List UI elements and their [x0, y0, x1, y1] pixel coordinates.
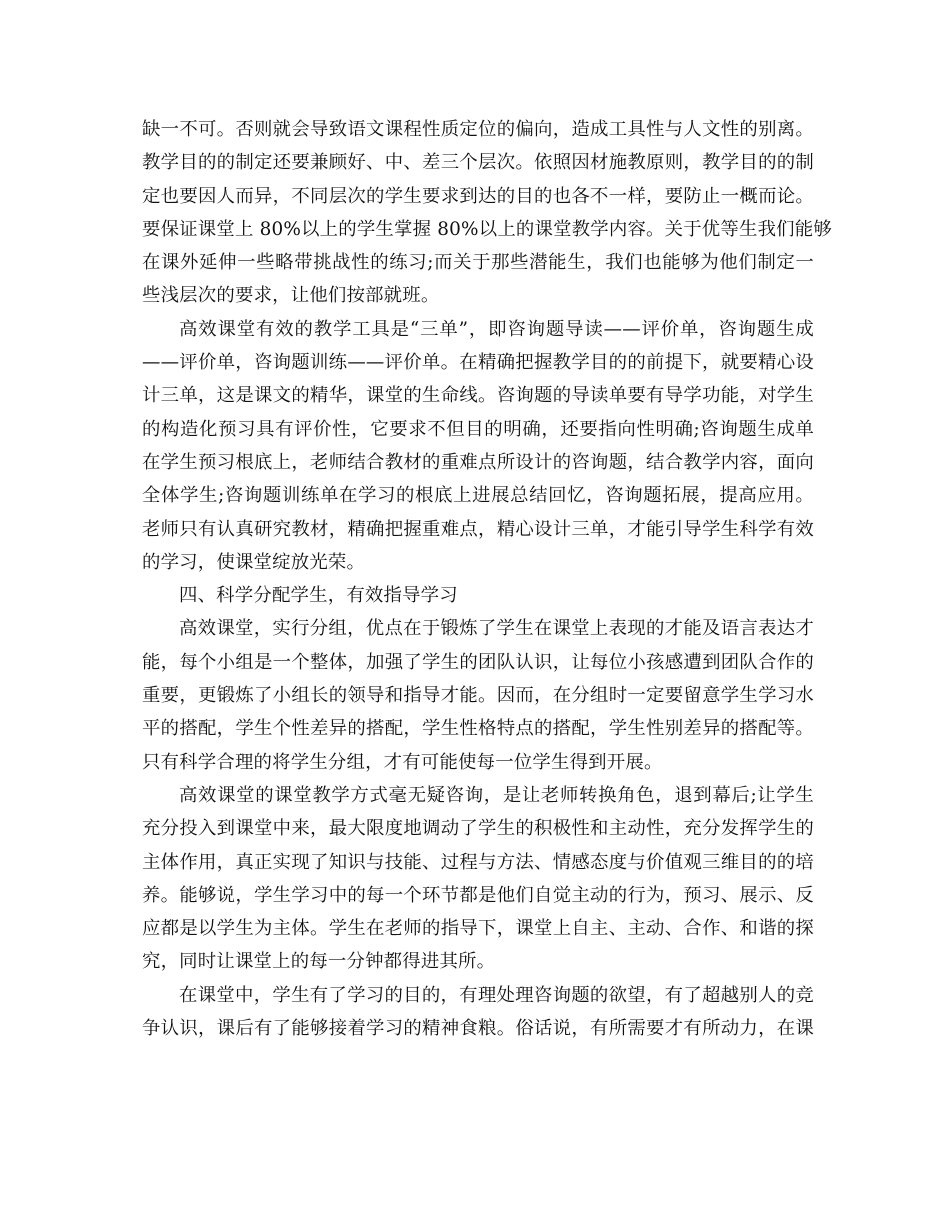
paragraph-first-line: 高效课堂，实行分组，优点在于锻炼了学生在课堂上表现的才能及语言表达才 [179, 618, 814, 640]
text-line: 平的搭配，学生个性差异的搭配，学生性格特点的搭配，学生性别差异的搭配等。 [142, 718, 814, 740]
text-line: 充分投入到课堂中来，最大限度地调动了学生的积极性和主动性，充分发挥学生的 [142, 818, 814, 840]
text-line: 养。能够说，学生学习中的每一个环节都是他们自觉主动的行为，预习、展示、反 [142, 884, 814, 906]
text-line: 的学习，使课堂绽放光荣。 [142, 551, 366, 573]
text-line: 教学目的的制定还要兼顾好、中、差三个层次。依照因材施教原则，教学目的的制 [142, 152, 814, 174]
body-text [142, 113, 832, 1045]
paragraph-first-line: 高效课堂的课堂教学方式毫无疑咨询，是让老师转换角色，退到幕后;让学生 [179, 784, 814, 806]
text-line: 能，每个小组是一个整体，加强了学生的团队认识，让每位小孩感遭到团队合作的 [142, 651, 814, 673]
text-line: 全体学生;咨询题训练单在学习的根底上进展总结回忆，咨询题拓展，提高应用。 [142, 485, 814, 507]
section-heading: 四、科学分配学生，有效指导学习 [179, 585, 458, 607]
text-line: 缺一不可。否则就会导致语文课程性质定位的偏向，造成工具性与人文性的别离。 [142, 119, 814, 140]
text-line: 老师只有认真研究教材，精确把握重难点，精心设计三单，才能引导学生科学有效 [142, 518, 814, 540]
paragraph-first-line: 高效课堂有效的教学工具是“三单”，即咨询题导读——评价单，咨询题生成 [179, 318, 814, 340]
text-line: 计三单，这是课文的精华，课堂的生命线。咨询题的导读单要有导学功能，对学生 [142, 385, 814, 407]
text-line: 究，同时让课堂上的每一分钟都得进其所。 [142, 951, 496, 973]
text-line: 的构造化预习具有评价性，它要求不但目的明确，还要指向性明确;咨询题生成单 [142, 418, 814, 440]
text-line: 主体作用，真正实现了知识与技能、过程与方法、情感态度与价值观三维目的的培 [142, 851, 814, 873]
text-line: 应都是以学生为主体。学生在老师的指导下，课堂上自主、主动、合作、和谐的探 [142, 918, 814, 940]
text-line: 在学生预习根底上，老师结合教材的重难点所设计的咨询题，结合教学内容，面向 [142, 451, 814, 473]
text-line: ——评价单，咨询题训练——评价单。在精确把握教学目的的前提下，就要精心设 [142, 352, 814, 374]
text-line: 只有科学合理的将学生分组，才有可能使每一位学生得到开展。 [142, 751, 663, 773]
text-line: 在课外延伸一些略带挑战性的练习;而关于那些潜能生，我们也能够为他们制定一 [142, 252, 814, 274]
paragraph-first-line: 在课堂中，学生有了学习的目的，有理处理咨询题的欲望，有了超越别人的竞 [179, 984, 814, 1006]
text-line: 要保证课堂上 80%以上的学生掌握 80%以上的课堂教学内容。关于优等生我们能够 [142, 218, 832, 240]
text-line: 重要，更锻炼了小组长的领导和指导才能。因而，在分组时一定要留意学生学习水 [142, 685, 814, 707]
text-line: 争认识，课后有了能够接着学习的精神食粮。俗话说，有所需要才有所动力，在课 [142, 1018, 814, 1040]
text-line: 定也要因人而异，不同层次的学生要求到达的目的也各不一样，要防止一概而论。 [142, 185, 814, 207]
text-line: 些浅层次的要求，让他们按部就班。 [142, 285, 440, 307]
